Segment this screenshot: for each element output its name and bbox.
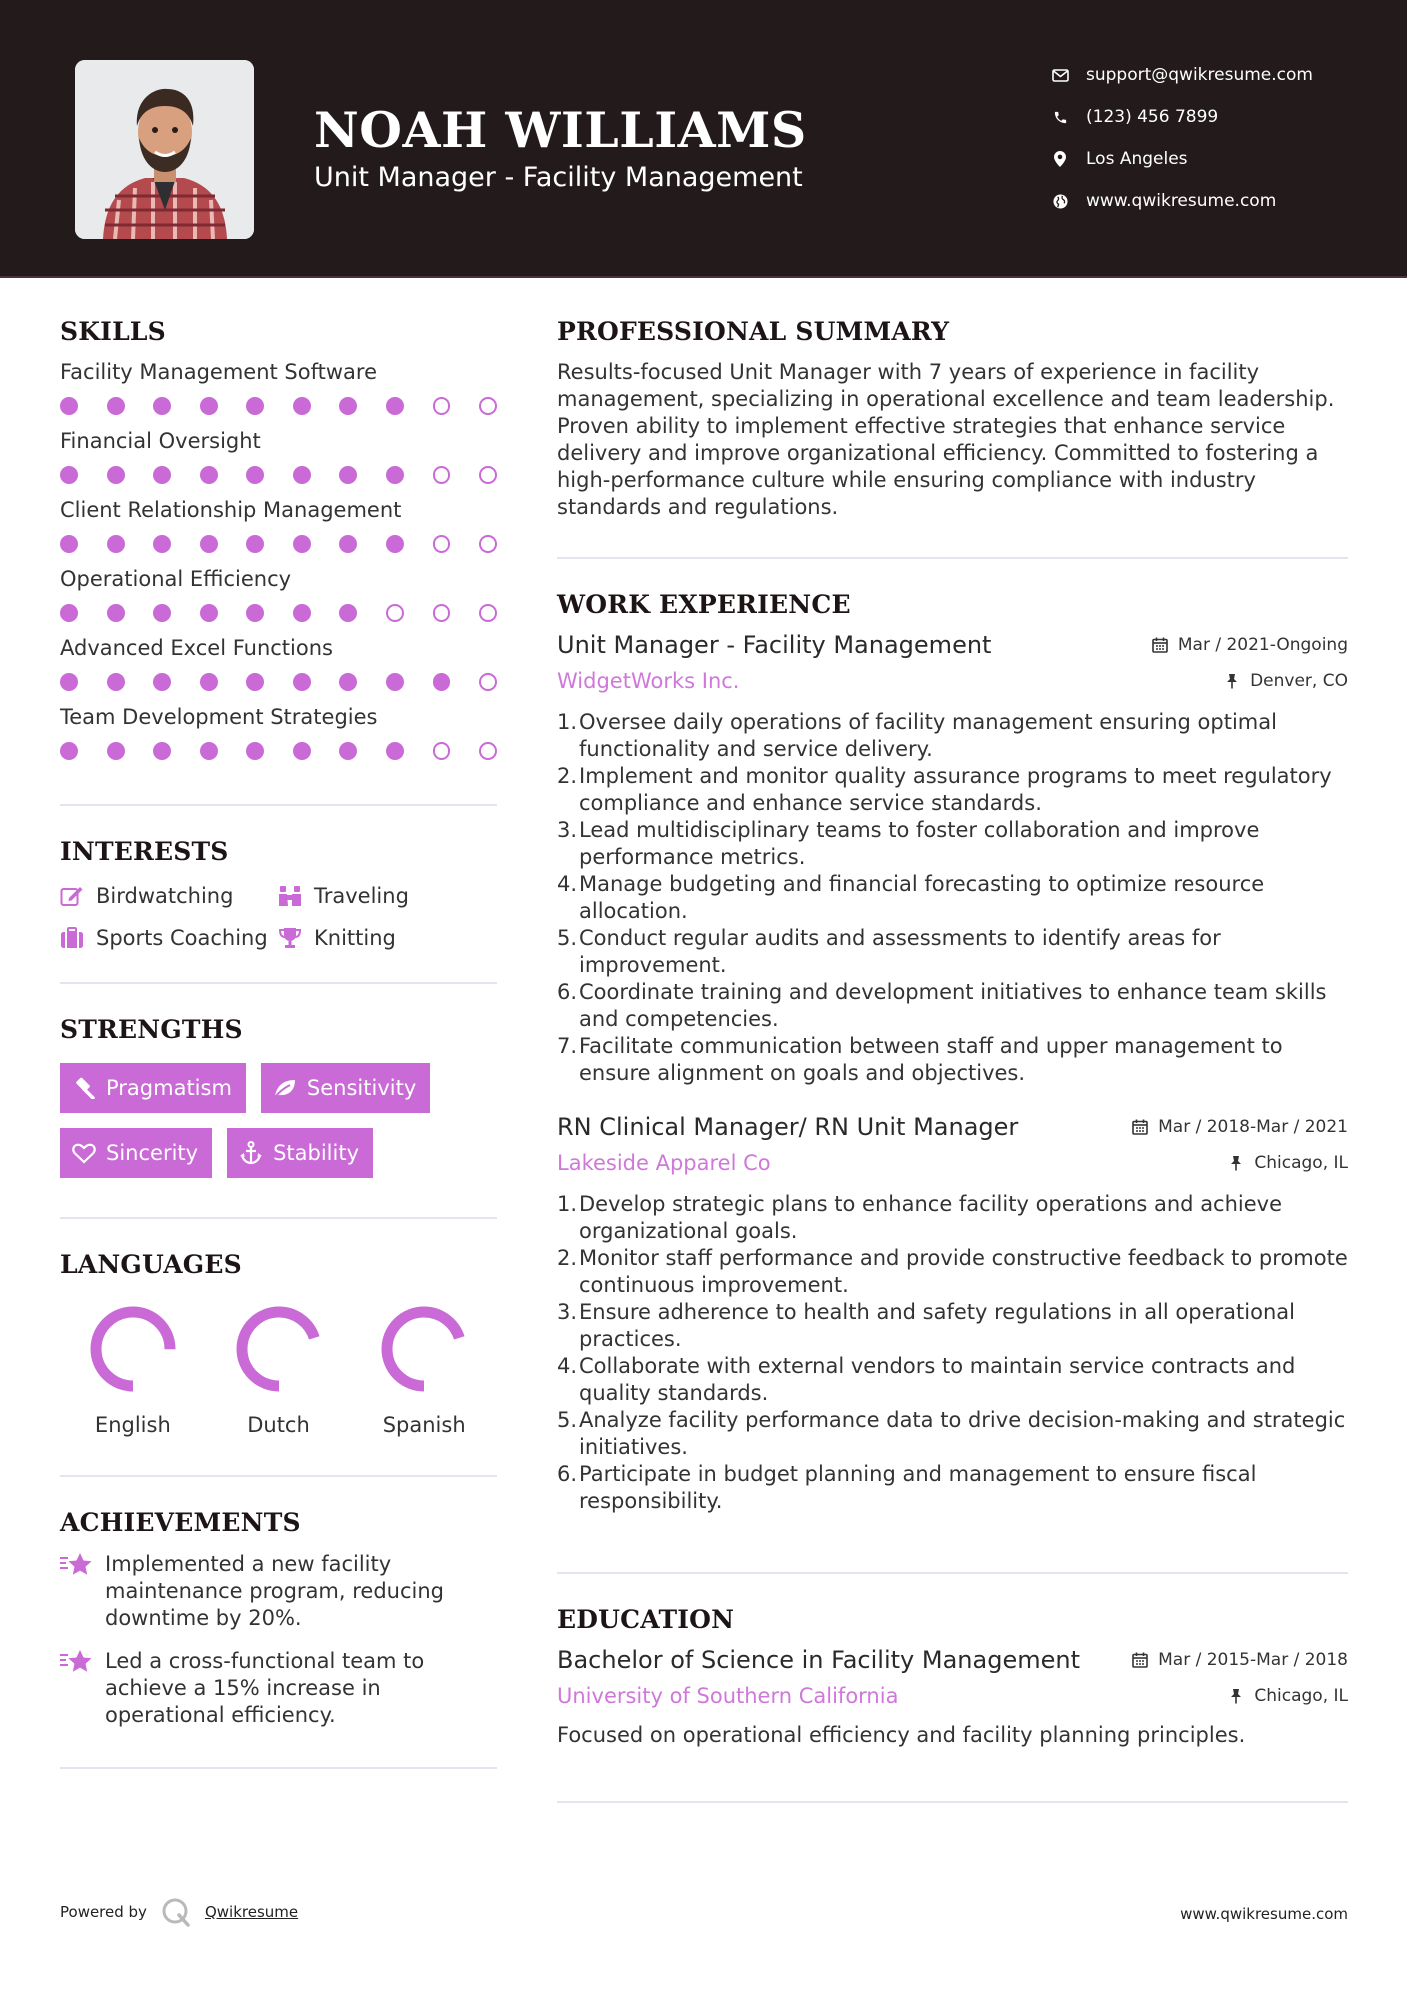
work-section bbox=[557, 590, 1348, 1515]
rating-dot-filled bbox=[386, 535, 404, 553]
language-item bbox=[351, 1301, 497, 1437]
language-item bbox=[60, 1301, 206, 1437]
rating-dot-filled bbox=[153, 742, 171, 760]
strength-label: Sincerity bbox=[106, 1141, 199, 1165]
education-head bbox=[557, 1642, 1348, 1678]
strengths-title: STRENGTHS bbox=[60, 1015, 243, 1044]
phone-icon bbox=[1050, 107, 1070, 127]
interest-item bbox=[60, 926, 278, 950]
section-divider bbox=[557, 1572, 1348, 1574]
anchor-icon bbox=[239, 1141, 263, 1165]
rating-dot-filled bbox=[153, 535, 171, 553]
resume-header bbox=[0, 0, 1407, 277]
education-title: EDUCATION bbox=[557, 1605, 735, 1634]
gavel-icon bbox=[72, 1076, 96, 1100]
strength-label: Pragmatism bbox=[106, 1076, 232, 1100]
rating-dot-filled bbox=[293, 397, 311, 415]
section-divider bbox=[60, 804, 497, 806]
interests-section bbox=[60, 837, 497, 950]
rating-dot-filled bbox=[386, 397, 404, 415]
list-number: 2. bbox=[557, 1246, 578, 1270]
job-dates bbox=[1131, 1117, 1348, 1137]
rating-dot-filled bbox=[60, 604, 78, 622]
rating-dot-filled bbox=[293, 673, 311, 691]
job-location bbox=[1223, 671, 1348, 691]
location-pin-icon bbox=[1050, 149, 1070, 169]
rating-dot-filled bbox=[200, 742, 218, 760]
rating-dot-filled bbox=[433, 673, 451, 691]
rating-dot-filled bbox=[339, 604, 357, 622]
right-column bbox=[557, 317, 1348, 1803]
pencil-edit-icon bbox=[60, 884, 84, 908]
rating-dot-filled bbox=[339, 466, 357, 484]
job-title: Unit Manager - Facility Management bbox=[557, 631, 992, 659]
candidate-role: Unit Manager - Facility Management bbox=[314, 162, 803, 193]
responsibility-item bbox=[557, 763, 1348, 817]
degree-title: Bachelor of Science in Facility Management bbox=[557, 1646, 1080, 1674]
responsibility-item bbox=[557, 1353, 1348, 1407]
section-divider bbox=[60, 982, 497, 984]
calendar-icon bbox=[1131, 1118, 1149, 1136]
list-number: 4. bbox=[557, 872, 578, 896]
pushpin-icon bbox=[1227, 1687, 1245, 1705]
trophy-icon bbox=[278, 926, 302, 950]
skill-name: Facility Management Software bbox=[60, 360, 377, 384]
language-proficiency-arc bbox=[387, 1312, 461, 1386]
responsibility-text: Conduct regular audits and assessments to identify areas for improvement. bbox=[579, 926, 1221, 977]
education-dates bbox=[1131, 1650, 1348, 1670]
list-number: 6. bbox=[557, 1462, 578, 1486]
rating-dot-filled bbox=[153, 604, 171, 622]
rating-dot-filled bbox=[60, 466, 78, 484]
rating-dot-filled bbox=[153, 673, 171, 691]
list-number: 3. bbox=[557, 818, 578, 842]
rating-dot-filled bbox=[386, 466, 404, 484]
summary-section bbox=[557, 317, 1348, 521]
section-divider bbox=[60, 1475, 497, 1477]
location-text: Los Angeles bbox=[1086, 149, 1188, 169]
rating-dot-empty bbox=[433, 535, 451, 553]
language-label: Dutch bbox=[247, 1413, 310, 1437]
envelope-icon bbox=[1050, 65, 1070, 85]
contact-location bbox=[1050, 138, 1313, 180]
responsibility-item bbox=[557, 1461, 1348, 1515]
footer-branding bbox=[60, 1897, 298, 1927]
skill-item bbox=[60, 496, 497, 553]
rating-dot-filled bbox=[293, 742, 311, 760]
interest-label: Sports Coaching bbox=[96, 926, 268, 950]
language-label: English bbox=[94, 1413, 171, 1437]
education-description: Focused on operational efficiency and facility planning principles. bbox=[557, 1723, 1246, 1747]
skill-item bbox=[60, 634, 497, 691]
interests-title: INTERESTS bbox=[60, 837, 229, 866]
jobs-list bbox=[557, 627, 1348, 1515]
rating-dot-empty bbox=[479, 742, 497, 760]
rating-dot-filled bbox=[60, 397, 78, 415]
strength-label: Sensitivity bbox=[306, 1076, 417, 1100]
rating-dot-filled bbox=[293, 466, 311, 484]
job-head bbox=[557, 1109, 1348, 1145]
job-entry bbox=[557, 627, 1348, 1087]
rating-dot-filled bbox=[60, 742, 78, 760]
list-number: 5. bbox=[557, 926, 578, 950]
skill-name: Advanced Excel Functions bbox=[60, 636, 333, 660]
rating-dot-filled bbox=[339, 673, 357, 691]
contact-phone bbox=[1050, 96, 1313, 138]
skills-list bbox=[60, 358, 497, 760]
responsibility-text: Ensure adherence to health and safety regulations in all operational practices. bbox=[579, 1300, 1295, 1351]
contact-website bbox=[1050, 180, 1313, 222]
interest-item bbox=[278, 926, 478, 950]
rating-dot-filled bbox=[246, 535, 264, 553]
rating-dot-filled bbox=[246, 466, 264, 484]
job-location bbox=[1227, 1153, 1348, 1173]
rating-dot-filled bbox=[107, 397, 125, 415]
achievements-section bbox=[60, 1508, 497, 1729]
header-divider bbox=[0, 276, 1407, 278]
rating-dot-filled bbox=[246, 742, 264, 760]
language-label: Spanish bbox=[382, 1413, 466, 1437]
company-name: WidgetWorks Inc. bbox=[557, 669, 740, 693]
rating-dot-empty bbox=[433, 397, 451, 415]
rating-dot-filled bbox=[246, 673, 264, 691]
language-proficiency-ring bbox=[231, 1301, 327, 1397]
qwikresume-link[interactable]: Qwikresume bbox=[204, 1903, 299, 1921]
section-divider bbox=[557, 557, 1348, 559]
dates-text: Mar / 2018-Mar / 2021 bbox=[1158, 1117, 1348, 1137]
skill-item bbox=[60, 703, 497, 760]
skill-name: Financial Oversight bbox=[60, 429, 261, 453]
location-text: Chicago, IL bbox=[1254, 1153, 1348, 1173]
education-entry bbox=[557, 1642, 1348, 1749]
star-icon bbox=[60, 1646, 94, 1680]
website-link[interactable]: www.qwikresume.com bbox=[1086, 191, 1277, 211]
responsibility-item bbox=[557, 1299, 1348, 1353]
skill-item bbox=[60, 358, 497, 415]
rating-dot-filled bbox=[246, 604, 264, 622]
list-number: 1. bbox=[557, 1192, 578, 1216]
rating-dot-filled bbox=[386, 742, 404, 760]
left-column bbox=[60, 317, 497, 1769]
responsibility-text: Facilitate communication between staff and upper management to ensure alignment on goals and objectives. bbox=[579, 1034, 1283, 1085]
responsibility-text: Lead multidisciplinary teams to foster collaboration and improve performance metrics. bbox=[579, 818, 1260, 869]
achievement-item bbox=[60, 1648, 497, 1729]
skill-rating bbox=[60, 673, 497, 691]
interest-label: Traveling bbox=[314, 884, 409, 908]
rating-dot-filled bbox=[107, 466, 125, 484]
contact-list bbox=[1050, 54, 1313, 222]
skills-section bbox=[60, 317, 497, 760]
responsibility-item bbox=[557, 817, 1348, 871]
achievement-text: Led a cross-functional team to achieve a 15% increase in operational efficiency. bbox=[105, 1649, 425, 1727]
responsibility-text: Monitor staff performance and provide constructive feedback to promote continuous improvement. bbox=[579, 1246, 1348, 1297]
responsibility-item bbox=[557, 979, 1348, 1033]
responsibility-text: Analyze facility performance data to drive decision-making and strategic initiatives. bbox=[579, 1408, 1346, 1459]
responsibility-item bbox=[557, 1033, 1348, 1087]
school-name: University of Southern California bbox=[557, 1684, 899, 1708]
strength-tag bbox=[60, 1063, 246, 1113]
suitcase-icon bbox=[60, 926, 84, 950]
responsibility-item bbox=[557, 1245, 1348, 1299]
education-location bbox=[1227, 1686, 1348, 1706]
education-section bbox=[557, 1605, 1348, 1749]
dates-text: Mar / 2021-Ongoing bbox=[1177, 635, 1348, 655]
responsibility-list bbox=[557, 1191, 1348, 1515]
calendar-icon bbox=[1151, 636, 1169, 654]
rating-dot-filled bbox=[386, 673, 404, 691]
list-number: 2. bbox=[557, 764, 578, 788]
job-title: RN Clinical Manager/ RN Unit Manager bbox=[557, 1113, 1019, 1141]
skill-rating bbox=[60, 466, 497, 484]
skills-title: SKILLS bbox=[60, 317, 166, 346]
rating-dot-empty bbox=[479, 673, 497, 691]
rating-dot-empty bbox=[433, 604, 451, 622]
list-number: 1. bbox=[557, 710, 578, 734]
rating-dot-empty bbox=[479, 604, 497, 622]
job-dates bbox=[1151, 635, 1348, 655]
rating-dot-filled bbox=[200, 466, 218, 484]
strength-tag bbox=[60, 1128, 212, 1178]
language-proficiency-ring bbox=[376, 1301, 472, 1397]
globe-icon bbox=[1050, 191, 1070, 211]
interest-label: Knitting bbox=[314, 926, 396, 950]
rating-dot-filled bbox=[200, 673, 218, 691]
rating-dot-empty bbox=[433, 466, 451, 484]
leaf-icon bbox=[273, 1076, 297, 1100]
responsibility-text: Manage budgeting and financial forecasting to optimize resource allocation. bbox=[579, 872, 1265, 923]
language-item bbox=[206, 1301, 352, 1437]
strengths-section bbox=[60, 1015, 497, 1193]
rating-dot-filled bbox=[153, 397, 171, 415]
skill-item bbox=[60, 427, 497, 484]
interest-item bbox=[278, 884, 478, 908]
rating-dot-filled bbox=[200, 535, 218, 553]
rating-dot-filled bbox=[107, 742, 125, 760]
skill-rating bbox=[60, 397, 497, 415]
rating-dot-filled bbox=[293, 604, 311, 622]
dates-text: Mar / 2015-Mar / 2018 bbox=[1158, 1650, 1348, 1670]
skill-name: Client Relationship Management bbox=[60, 498, 402, 522]
summary-text: Results-focused Unit Manager with 7 years of experience in facility management, specializing in operational excellence and team leadership. Proven ability to implement effective strategies that enhance service delivery and improve organizational efficiency. Committed to fostering a high-performance culture while ensuring compliance with industry standards and regulations. bbox=[557, 360, 1335, 519]
qwikresume-logo-icon bbox=[161, 1897, 191, 1927]
list-number: 5. bbox=[557, 1408, 578, 1432]
pushpin-icon bbox=[1223, 672, 1241, 690]
skill-name: Operational Efficiency bbox=[60, 567, 292, 591]
strength-label: Stability bbox=[273, 1141, 360, 1165]
rating-dot-filled bbox=[200, 604, 218, 622]
rating-dot-empty bbox=[479, 466, 497, 484]
rating-dot-filled bbox=[200, 397, 218, 415]
rating-dot-empty bbox=[479, 397, 497, 415]
rating-dot-empty bbox=[433, 742, 451, 760]
education-sub bbox=[557, 1678, 1348, 1714]
rating-dot-filled bbox=[107, 604, 125, 622]
candidate-name: NOAH WILLIAMS bbox=[314, 101, 807, 159]
job-sub bbox=[557, 663, 1348, 699]
binoculars-icon bbox=[278, 884, 302, 908]
footer-url[interactable]: www.qwikresume.com bbox=[1180, 1905, 1348, 1923]
pushpin-icon bbox=[1227, 1154, 1245, 1172]
location-text: Chicago, IL bbox=[1254, 1686, 1348, 1706]
list-number: 3. bbox=[557, 1300, 578, 1324]
languages-list bbox=[60, 1301, 497, 1437]
responsibility-item bbox=[557, 1191, 1348, 1245]
powered-by-text: Powered by bbox=[60, 1903, 147, 1921]
heart-icon bbox=[72, 1141, 96, 1165]
job-sub bbox=[557, 1145, 1348, 1181]
skill-name: Team Development Strategies bbox=[60, 705, 378, 729]
rating-dot-filled bbox=[60, 535, 78, 553]
rating-dot-filled bbox=[339, 397, 357, 415]
rating-dot-filled bbox=[60, 673, 78, 691]
skill-item bbox=[60, 565, 497, 622]
phone-number: (123) 456 7899 bbox=[1086, 107, 1219, 127]
calendar-icon bbox=[1131, 1651, 1149, 1669]
interest-item bbox=[60, 884, 278, 908]
job-head bbox=[557, 627, 1348, 663]
responsibility-text: Participate in budget planning and management to ensure fiscal responsibility. bbox=[579, 1462, 1257, 1513]
skill-rating bbox=[60, 604, 497, 622]
section-divider bbox=[60, 1217, 497, 1219]
achievement-item bbox=[60, 1551, 497, 1632]
star-icon bbox=[60, 1549, 94, 1583]
rating-dot-filled bbox=[339, 742, 357, 760]
rating-dot-filled bbox=[293, 535, 311, 553]
responsibility-text: Coordinate training and development initiatives to enhance team skills and competencies. bbox=[579, 980, 1327, 1031]
languages-title: LANGUAGES bbox=[60, 1250, 242, 1279]
location-text: Denver, CO bbox=[1250, 671, 1348, 691]
rating-dot-filled bbox=[107, 535, 125, 553]
rating-dot-filled bbox=[246, 397, 264, 415]
strength-tag bbox=[261, 1063, 430, 1113]
achievements-title: ACHIEVEMENTS bbox=[60, 1508, 301, 1537]
list-number: 4. bbox=[557, 1354, 578, 1378]
work-title: WORK EXPERIENCE bbox=[557, 590, 851, 619]
email-link[interactable]: support@qwikresume.com bbox=[1086, 65, 1313, 85]
responsibility-text: Implement and monitor quality assurance programs to meet regulatory compliance and enhance service standards. bbox=[579, 764, 1332, 815]
skill-rating bbox=[60, 535, 497, 553]
language-proficiency-arc bbox=[96, 1312, 170, 1386]
responsibility-text: Oversee daily operations of facility management ensuring optimal functionality and service delivery. bbox=[579, 710, 1277, 761]
rating-dot-empty bbox=[386, 604, 404, 622]
language-proficiency-arc bbox=[242, 1312, 316, 1386]
responsibility-item bbox=[557, 871, 1348, 925]
responsibility-text: Collaborate with external vendors to maintain service contracts and quality standards. bbox=[579, 1354, 1296, 1405]
achievement-text: Implemented a new facility maintenance program, reducing downtime by 20%. bbox=[105, 1552, 444, 1630]
strengths-list bbox=[60, 1063, 497, 1193]
responsibility-item bbox=[557, 925, 1348, 979]
list-number: 6. bbox=[557, 980, 578, 1004]
interest-label: Birdwatching bbox=[96, 884, 234, 908]
section-divider bbox=[60, 1767, 497, 1769]
rating-dot-filled bbox=[339, 535, 357, 553]
list-number: 7. bbox=[557, 1034, 578, 1058]
strength-tag bbox=[227, 1128, 373, 1178]
responsibility-list bbox=[557, 709, 1348, 1087]
skill-rating bbox=[60, 742, 497, 760]
responsibility-text: Develop strategic plans to enhance facility operations and achieve organizational goals. bbox=[579, 1192, 1283, 1243]
interests-list bbox=[60, 884, 497, 950]
language-proficiency-ring bbox=[85, 1301, 181, 1397]
job-entry bbox=[557, 1109, 1348, 1515]
summary-title: PROFESSIONAL SUMMARY bbox=[557, 317, 950, 346]
rating-dot-filled bbox=[107, 673, 125, 691]
contact-email bbox=[1050, 54, 1313, 96]
responsibility-item bbox=[557, 1407, 1348, 1461]
profile-photo bbox=[75, 60, 254, 239]
company-name: Lakeside Apparel Co bbox=[557, 1151, 771, 1175]
rating-dot-filled bbox=[153, 466, 171, 484]
languages-section bbox=[60, 1250, 497, 1437]
rating-dot-empty bbox=[479, 535, 497, 553]
section-divider bbox=[557, 1801, 1348, 1803]
responsibility-item bbox=[557, 709, 1348, 763]
